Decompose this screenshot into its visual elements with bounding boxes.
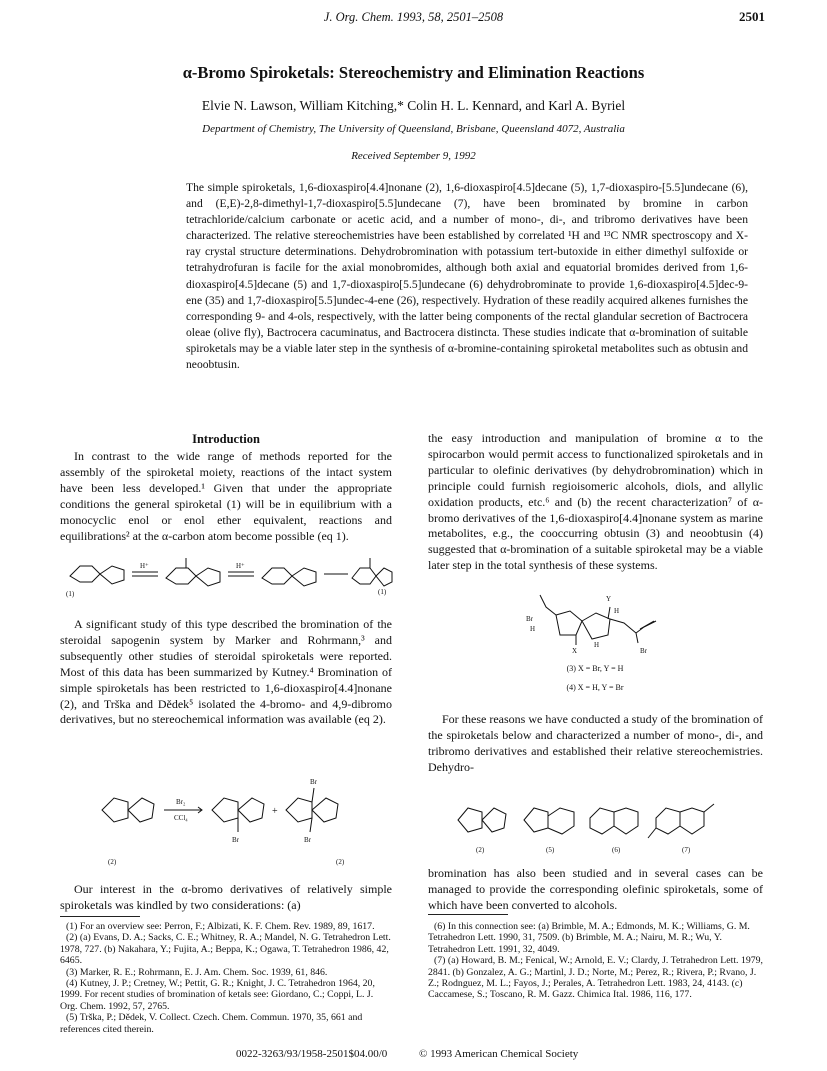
copyright: © 1993 American Chemical Society bbox=[419, 1048, 579, 1060]
obtusin-structure bbox=[520, 585, 670, 695]
footnote-rule-right bbox=[428, 914, 508, 915]
reagent-top: Br₂ bbox=[176, 798, 186, 806]
left-paragraph-3 bbox=[60, 882, 392, 914]
spiroketal-structure bbox=[70, 566, 124, 584]
intro-paragraph: Our interest in the α-bromo derivatives of relatively simple spiroketals was kindled by two considerations: (a) bbox=[60, 882, 392, 912]
spiroketal-5 bbox=[524, 808, 574, 854]
authors: Elvie N. Lawson, William Kitching,* Colin H. L. Kennard, and Karl A. Byriel bbox=[201, 98, 626, 113]
obtusin-h-label-2: H bbox=[614, 607, 620, 615]
article-title: α-Bromo Spiroketals: Stereochemistry and Elimination Reactions bbox=[182, 63, 645, 82]
dioxaspirononane-structure bbox=[102, 798, 154, 822]
spiroketal-row bbox=[448, 790, 748, 854]
intro-paragraph: In contrast to the wide range of methods reported for the assembly of the spiroketal moiety, reactions of the intact system have been less developed.¹ Given that under the appropriate conditions the general spiroketal (1) will be in equilibrium with a monocyclic enol or enol ether equivalent, reactions and equilibrations² at the α-carbon atom become possible (eq 1). bbox=[60, 449, 392, 543]
alpha-substituted-spiroketal bbox=[352, 558, 392, 586]
body-paragraph: bromination has also been studied and in several cases can be managed to provide the corresponding olefinic spiroketals, some of which have been converted to alcohols. bbox=[428, 866, 763, 912]
eq1-label-left: (1) bbox=[66, 590, 75, 598]
obtusin-x-label: X bbox=[572, 647, 578, 655]
plus-sign: + bbox=[272, 806, 278, 817]
equation-1-scheme bbox=[62, 548, 387, 598]
left-paragraph-1 bbox=[60, 449, 392, 544]
bromine-label-top: Br bbox=[310, 778, 317, 786]
enol-structure bbox=[166, 558, 220, 586]
intro-paragraph: A significant study of this type described the bromination of the steroidal sapogenin system by Marker and Rohrmann,³ and subsequently other studies of steroidal spiroketals were reported. Most of this data has been summarized by Kutney.⁴ Bromination of simple spiroketals has been restricted to 1,6-dioxaspiro[4.4]nonane (2), and Trška and Dědek⁵ isolated the 4-bromo- and 4,9-dibromo derivatives, but no stereochemical information was available (eq 2). bbox=[60, 617, 392, 727]
arrow-label-2: H⁺ bbox=[236, 562, 245, 570]
spiroketal-2 bbox=[458, 808, 506, 854]
right-paragraph-1 bbox=[428, 431, 763, 574]
page-number: 2501 bbox=[739, 9, 765, 24]
spiroketal-7 bbox=[648, 804, 714, 854]
eq2-label-left: (2) bbox=[108, 858, 117, 866]
footnote: (4) Kutney, J. P.; Cretney, W.; Pettit, G. R.; Knight, J. C. Tetrahedron 1964, 20, 1999. For recent studies of bromination of ketals see: Giordano, C.; Coppi, L. J. Org. Chem. 1992, 57, 2765. bbox=[60, 978, 375, 1012]
article-code: 0022-3263/93/1958-2501$04.00/0 bbox=[236, 1048, 388, 1060]
bromine-label: Br bbox=[232, 836, 239, 844]
running-header: J. Org. Chem. 1993, 58, 2501–2508 bbox=[323, 10, 504, 24]
bromine-label-bottom: Br bbox=[304, 836, 311, 844]
footnotes-right bbox=[428, 921, 763, 1001]
body-paragraph: For these reasons we have conducted a study of the bromination of the spiroketals below and characterized a number of mono-, di-, and tribromo derivatives and established their relative stereochemistries. Dehydro- bbox=[428, 712, 763, 774]
svg-text:(2): (2) bbox=[476, 846, 485, 854]
introduction-heading: Introduction bbox=[192, 432, 260, 446]
obtusin-br-label-2: Br bbox=[640, 647, 647, 655]
footnote: (5) Trška, P.; Dědek, V. Collect. Czech. Chem. Commun. 1970, 35, 661 and references cited therein. bbox=[60, 1012, 363, 1035]
svg-text:(5): (5) bbox=[546, 846, 555, 854]
svg-text:(6): (6) bbox=[612, 846, 621, 854]
received-date: Received September 9, 1992 bbox=[351, 150, 476, 162]
footnote: (2) (a) Evans, D. A.; Sacks, C. E.; Whitney, R. A.; Mandel, N. G. Tetrahedron Lett. 1978, 727. (b) Nakahara, Y.; Fujita, A.; Beppa, K.; Ogawa, T. Tetrahedron 1986, 42, 6465. bbox=[60, 932, 391, 967]
footnote: (3) Marker, R. E.; Rohrmann, E. J. Am. Chem. Soc. 1939, 61, 846. bbox=[66, 966, 328, 978]
footnote-rule bbox=[60, 916, 140, 917]
obtusin-h-label: H bbox=[530, 625, 536, 633]
equation-2-scheme bbox=[92, 770, 372, 870]
enol-ether-structure bbox=[262, 568, 316, 586]
spiroketal-6 bbox=[590, 808, 638, 854]
obtusin-h-label-3: H bbox=[594, 641, 600, 649]
obtusin-y-label: Y bbox=[606, 595, 612, 603]
obtusin-br-label: Br bbox=[526, 615, 533, 623]
dibromo-product bbox=[286, 778, 338, 844]
left-paragraph-2 bbox=[60, 617, 392, 728]
abstract: The simple spiroketals, 1,6-dioxaspiro[4.4]nonane (2), 1,6-dioxaspiro[4.5]decane (5), 1,7-dioxaspiro-[5.5]undecane (6), and (E,E)-2,8-dimethyl-1,7-dioxaspiro[5.5]undecane (7), have been brominated by bromine in carbon tetrachloride/calcium carbonate or acetic acid, and a number of mono-, di-, and tribromo derivatives have been characterized. The relative stereochemistries have been established by correlated ¹H and ¹³C NMR spectroscopy and X-ray crystal structure determinations. Dehydrobromination with potassium tert-butoxide in either dimethyl sulfoxide or tetrahydrofuran is facile for the axial monobromides, although both axial and equatorial bromides derived from 1,6-dioxaspiro[4.5]decane (5) and 1,7-dioxaspiro[5.5]undecane (6) dehydrobrominate to provide 1,6-dioxaspiro[4.5]dec-9-ene (35) and 1,7-dioxaspiro[5.5]undec-4-ene (26), respectively. Hydration of these readily acquired alkenes furnishes the corresponding 9- and 4-ols, respectively, with the latter being components of the rectal glandular secretion of Bactrocera oleae (olive fly), Bactrocera cacuminatus, and Bactrocera distincta. These studies indicate that α-bromination of suitable spiroketals may be a viable later step in the synthesis of α-bromine-containing spiroketal metabolites such as obtusin and neoobtusin. bbox=[186, 181, 748, 372]
4-bromo-product bbox=[212, 798, 264, 844]
arrow-label: H⁺ bbox=[140, 562, 149, 570]
footnote: (7) (a) Howard, B. M.; Fenical, W.; Arnold, E. V.; Clardy, J. Tetrahedron Lett. 1979, 2841. (b) Gonzalez, A. G.; Martinl, J. D.; Norte, M.; Perez, R.; Rivera, P.; Rvano, J. Z.; Rodnguez, M. L.; Fayos, J.; Perales, A. Tetrahedron Lett. 1983, 24, 4143. (c) Caccamese, S.; Toscano, R. M. Gazz. Chimica Ital. 1986, 116, 177. bbox=[428, 955, 764, 1001]
reagent-bottom: CCl₄ bbox=[174, 814, 188, 822]
right-paragraph-2 bbox=[428, 712, 763, 776]
caption-3: (3) X = Br, Y = H bbox=[566, 664, 624, 673]
footnote: (6) In this connection see: (a) Brimble, M. A.; Edmonds, M. K.; Williams, G. M. Tetrahedron Lett. 1990, 31, 7509. (b) Brimble, M. A.; Nairu, M. R.; Wu, Y. Tetrahedron Lett. 1991, 32, 4049. bbox=[428, 921, 750, 955]
affiliation: Department of Chemistry, The University of Queensland, Brisbane, Queensland 4072, Australia bbox=[202, 123, 625, 135]
eq1-label-right: (1) bbox=[378, 588, 387, 596]
caption-4: (4) X = H, Y = Br bbox=[566, 683, 624, 692]
footnotes-left bbox=[60, 921, 392, 1035]
body-paragraph: the easy introduction and manipulation of bromine α to the spirocarbon would permit access to functionalized spiroketals and in particular to olefinic derivatives (by dehydrobromination) which in principle could furnish regioisomeric alcohols, diols, and allylic oxidation products, etc.⁶ and (b) the recent characterization⁷ of α-bromo derivatives of the 1,6-dioxaspiro[4.4]nonane system as marine metabolites, e.g., the cooccurring obtusin (3) and neoobtusin (4) suggested that α-bromination of a suitable spiroketal may be a viable later step in the total synthesis of these systems. bbox=[428, 431, 763, 573]
eq2-label-right: (2) bbox=[336, 858, 345, 866]
svg-text:(7): (7) bbox=[682, 846, 691, 854]
footnote: (1) For an overview see: Perron, F.; Albizati, K. F. Chem. Rev. 1989, 89, 1617. bbox=[66, 921, 375, 932]
right-paragraph-3 bbox=[428, 866, 763, 914]
